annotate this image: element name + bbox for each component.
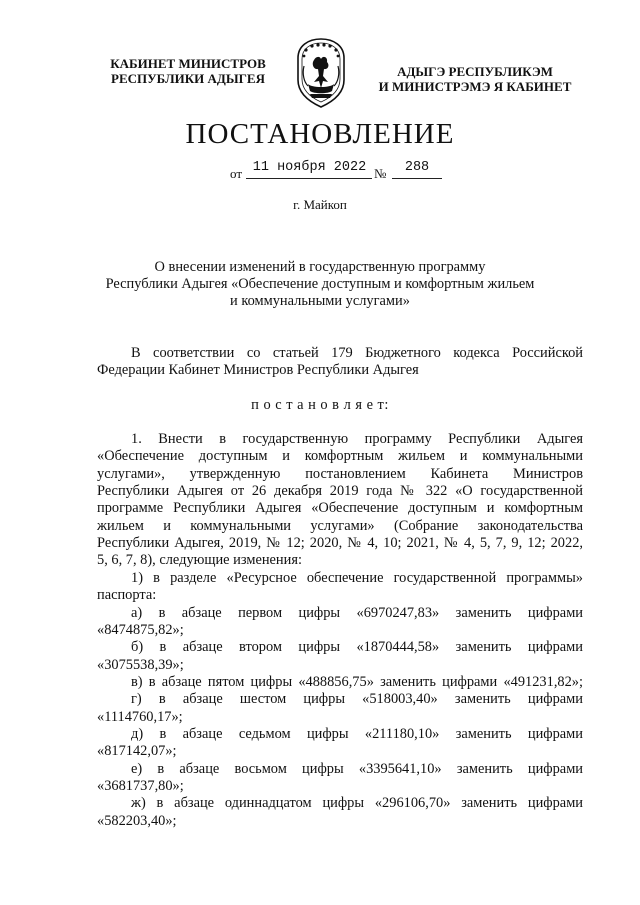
body-line: 5, 6, 7, 8), следующие изменения: bbox=[97, 552, 302, 569]
body-line: услугами», утвержденную постановлением Кабинета Министров bbox=[97, 465, 583, 482]
body-line: 1. Внести в государственную программу Республики Адыгея bbox=[131, 431, 583, 447]
issuer-adyghe-line-2: И МИНИСТРЭМЭ Я КАБИНЕТ bbox=[378, 79, 572, 94]
body-line: паспорта: bbox=[97, 587, 157, 604]
body-line: д) в абзаце седьмом цифры «211180,10» заменить цифрами bbox=[131, 725, 583, 742]
issuer-name-russian bbox=[103, 56, 273, 86]
date-value: 11 ноября 2022 bbox=[252, 160, 367, 175]
body-line: Республики Адыгея, 2019, № 12; 2020, № 4, 10; 2021, № 4, 5, 7, 9, 12; 2022, bbox=[97, 535, 583, 552]
body-line: «1114760,17»; bbox=[97, 708, 183, 725]
preamble-line-1: В соответствии со статьей 179 Бюджетного кодекса Российской bbox=[131, 345, 583, 361]
subject-line-3: и коммунальными услугами» bbox=[230, 293, 410, 309]
body-line: «582203,40»; bbox=[97, 812, 177, 829]
issuer-line-2: РЕСПУБЛИКИ АДЫГЕЯ bbox=[111, 71, 265, 86]
body-line: «8474875,82»; bbox=[97, 621, 184, 638]
date-prefix: от bbox=[230, 166, 243, 181]
preamble-line-2: Федерации Кабинет Министров Республики Адыгея bbox=[97, 362, 419, 378]
body-line: Республики Адыгея от 26 декабря 2019 года № 322 «О государственной bbox=[97, 483, 583, 500]
decree-word: п о с т а н о в л я е т: bbox=[251, 397, 389, 413]
body-line: б) в абзаце втором цифры «1870444,58» заменить цифрами bbox=[131, 639, 583, 656]
number-value: 288 bbox=[404, 160, 430, 175]
number-prefix: № bbox=[374, 166, 387, 181]
issuer-name-adyghe bbox=[369, 64, 581, 94]
body-line: «817142,07»; bbox=[97, 743, 177, 760]
city: г. Майкоп bbox=[293, 197, 347, 212]
body-line: а) в абзаце первом цифры «6970247,83» заменить цифрами bbox=[131, 604, 583, 621]
body-line: программе Республики Адыгея «Обеспечение доступным и комфортным bbox=[97, 500, 583, 517]
body-line: «Обеспечение доступным и комфортным жильем и коммунальными bbox=[97, 448, 583, 465]
document-title: ПОСТАНОВЛЕНИЕ bbox=[185, 118, 455, 150]
body-line: в) в абзаце пятом цифры «488856,75» заменить цифрами «491231,82»; bbox=[131, 673, 583, 690]
number-underline bbox=[392, 178, 442, 179]
body-line: «3075538,39»; bbox=[97, 656, 184, 673]
subject-line-2: Республики Адыгея «Обеспечение доступным и комфортным жильем bbox=[105, 276, 535, 292]
body-line: г) в абзаце шестом цифры «518003,40» заменить цифрами bbox=[131, 691, 583, 708]
issuer-adyghe-line-1: АДЫГЭ РЕСПУБЛИКЭМ bbox=[397, 64, 553, 79]
date-underline bbox=[246, 178, 372, 179]
coat-of-arms-icon bbox=[290, 36, 352, 110]
body-line: ж) в абзаце одиннадцатом цифры «296106,70» заменить цифрами bbox=[131, 795, 583, 812]
issuer-line-1: КАБИНЕТ МИНИСТРОВ bbox=[110, 56, 266, 71]
body-line: «3681737,80»; bbox=[97, 778, 184, 794]
body-line: жильем и коммунальными услугами» (Собрание законодательства bbox=[97, 517, 583, 534]
subject-line-1: О внесении изменений в государственную программу bbox=[154, 259, 486, 275]
body-line: е) в абзаце восьмом цифры «3395641,10» заменить цифрами bbox=[131, 760, 583, 777]
body-line: 1) в разделе «Ресурсное обеспечение государственной программы» bbox=[131, 569, 583, 586]
